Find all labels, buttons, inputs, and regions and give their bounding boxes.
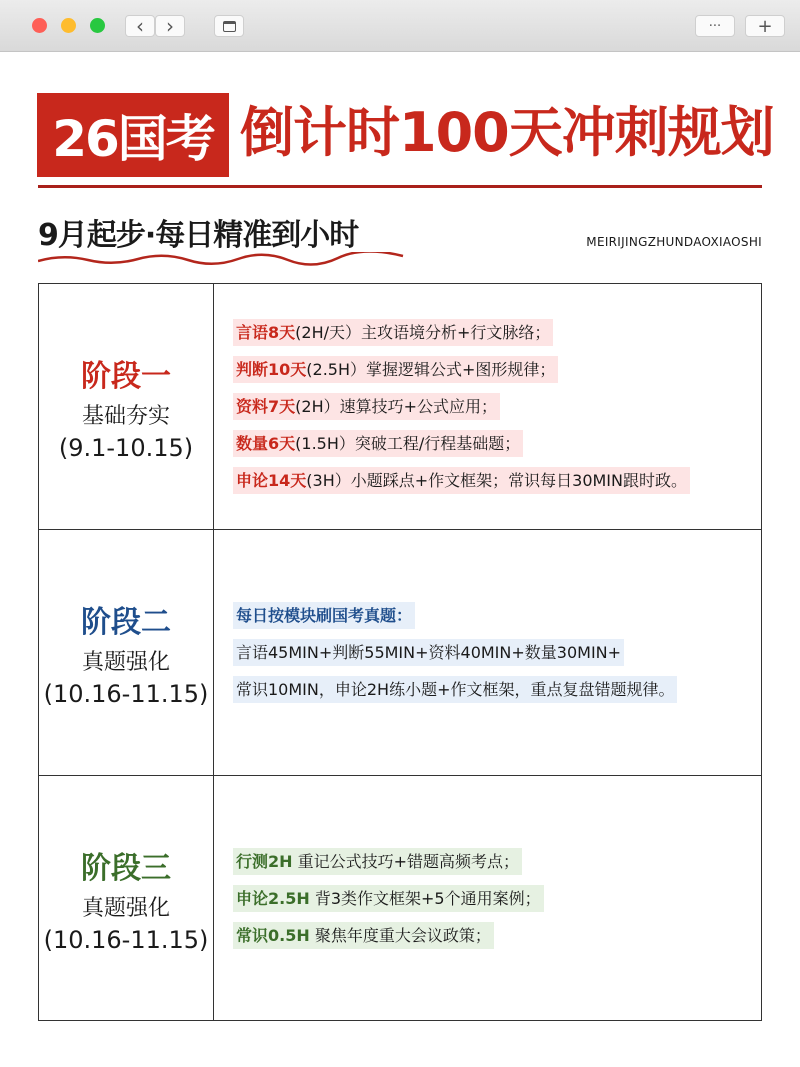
plan-line-text: 言语45MIN+判断55MIN+资料40MIN+数量30MIN+	[236, 643, 622, 662]
stage-content-cell	[233, 530, 753, 775]
plan-line-highlight: 资料7天	[236, 397, 296, 416]
back-button[interactable]	[125, 15, 155, 37]
stage-title: 阶段二	[81, 605, 171, 640]
stage-label-cell	[39, 284, 214, 529]
stage-title: 阶段三	[81, 850, 171, 886]
plan-line-highlight: 言语8天	[236, 323, 296, 342]
stage-date-range: (9.1-10.15)	[58, 434, 194, 462]
stage-name: 基础夯实	[81, 404, 170, 429]
stage-row	[39, 530, 761, 776]
plan-line-text: (2.5H）掌握逻辑公式+图形规律；	[306, 360, 556, 379]
stage-content-cell	[233, 776, 753, 1020]
plan-line	[233, 356, 558, 383]
plan-line-text: 常识10MIN，申论2H练小题+作文框架，重点复盘错题规律。	[236, 680, 675, 699]
plan-line-highlight: 判断10天	[236, 360, 307, 379]
plan-line-highlight: 申论14天	[236, 471, 307, 490]
more-button[interactable]	[695, 15, 735, 37]
wavy-underline	[38, 252, 408, 266]
stage-date-range: (10.16-11.15)	[43, 925, 209, 954]
plan-line	[233, 676, 677, 703]
stage-label-cell	[39, 530, 214, 775]
plan-line-highlight: 常识0.5H	[236, 925, 310, 945]
plan-line	[233, 467, 690, 494]
plan-line-text: 聚焦年度重大会议政策；	[309, 925, 491, 945]
plan-table	[38, 283, 762, 1021]
stage-name: 真题强化	[81, 650, 170, 675]
plan-line-text: (3H）小题踩点+作文框架；常识每日30MIN跟时政。	[306, 471, 687, 490]
stage-row	[39, 776, 761, 1020]
new-tab-button[interactable]	[745, 15, 785, 37]
plus-icon: +	[757, 15, 773, 37]
plan-line-text: (2H）速算技巧+公式应用；	[295, 397, 498, 416]
stage-content-cell	[233, 284, 753, 529]
plan-line	[233, 639, 624, 666]
stage-name: 真题强化	[81, 895, 170, 921]
minimize-window-button[interactable]	[61, 18, 76, 33]
plan-line	[233, 319, 553, 346]
stage-date-range: (10.16-11.15)	[43, 680, 209, 708]
plan-line-highlight: 申论2.5H	[236, 888, 310, 908]
sidebar-button[interactable]	[214, 15, 244, 37]
stage-label-cell	[39, 776, 214, 1020]
stage-row	[39, 284, 761, 530]
chevron-right-icon: ›	[166, 14, 174, 38]
plan-line-highlight: 行测2H	[236, 851, 293, 871]
close-window-button[interactable]	[32, 18, 47, 33]
plan-line-text: (2H/天）主攻语境分析+行文脉络；	[295, 323, 551, 342]
sidebar-icon	[223, 21, 236, 32]
plan-line	[233, 885, 544, 912]
plan-line-text: 背3类作文框架+5个通用案例；	[309, 888, 541, 908]
plan-line	[233, 922, 494, 949]
title-divider	[38, 185, 762, 188]
ellipsis-icon: ···	[708, 18, 722, 34]
title-badge: 26国考	[37, 93, 229, 177]
plan-line	[233, 602, 415, 629]
maximize-window-button[interactable]	[90, 18, 105, 33]
page-title: 倒计时100天冲刺规划	[240, 101, 774, 164]
forward-button[interactable]	[155, 15, 185, 37]
plan-line-text: 重记公式技巧+错题高频考点；	[292, 851, 520, 871]
chevron-left-icon: ‹	[136, 14, 144, 38]
pinyin-caption: MEIRIJINGZHUNDAOXIAOSHI	[586, 235, 762, 249]
plan-line-highlight: 每日按模块刷国考真题：	[236, 606, 413, 625]
plan-line	[233, 393, 500, 420]
browser-toolbar	[0, 0, 800, 52]
plan-line-text: (1.5H）突破工程/行程基础题；	[295, 434, 521, 453]
plan-line	[233, 848, 522, 875]
plan-line-highlight: 数量6天	[236, 434, 296, 453]
plan-line	[233, 430, 523, 457]
stage-title: 阶段一	[81, 359, 171, 394]
subtitle: 9月起步·每日精准到小时	[38, 218, 359, 253]
